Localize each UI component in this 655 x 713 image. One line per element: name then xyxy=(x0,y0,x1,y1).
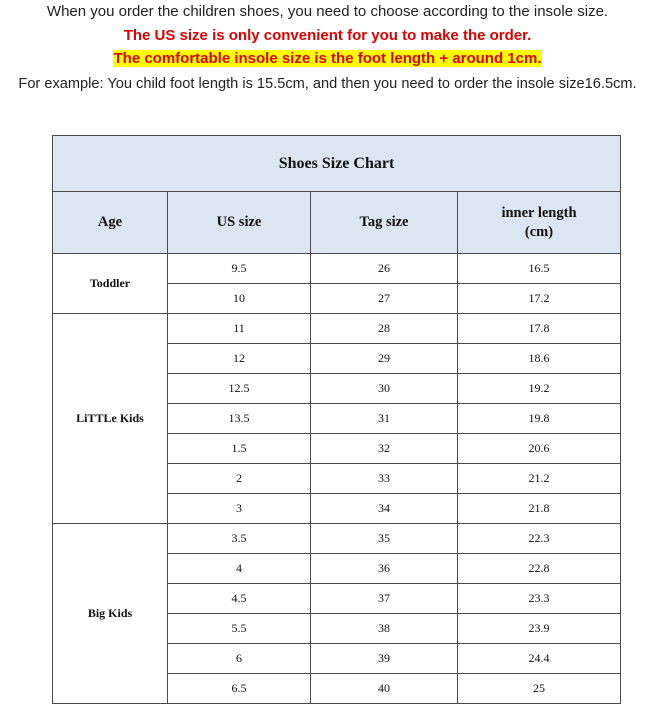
table-row xyxy=(53,524,621,554)
inner-length-cell: 17.8 xyxy=(458,314,621,344)
tag-size-cell: 34 xyxy=(311,494,458,524)
us-size-cell: 4 xyxy=(168,554,311,584)
age-group-cell: Big Kids xyxy=(53,524,168,704)
inner-length-cell: 24.4 xyxy=(458,644,621,674)
us-size-cell: 3 xyxy=(168,494,311,524)
header-age: Age xyxy=(53,192,168,254)
us-size-cell: 5.5 xyxy=(168,614,311,644)
inner-length-cell: 22.3 xyxy=(458,524,621,554)
us-size-cell: 12.5 xyxy=(168,374,311,404)
inner-length-cell: 21.8 xyxy=(458,494,621,524)
table-title: Shoes Size Chart xyxy=(53,136,621,192)
header-tag-size: Tag size xyxy=(311,192,458,254)
table-row xyxy=(53,314,621,344)
tag-size-cell: 39 xyxy=(311,644,458,674)
tag-size-cell: 31 xyxy=(311,404,458,434)
size-chart-table xyxy=(52,135,621,704)
tag-size-cell: 38 xyxy=(311,614,458,644)
table-row xyxy=(53,254,621,284)
tag-size-cell: 36 xyxy=(311,554,458,584)
tag-size-cell: 40 xyxy=(311,674,458,704)
inner-length-cell: 22.8 xyxy=(458,554,621,584)
header-row xyxy=(53,192,621,254)
us-size-cell: 10 xyxy=(168,284,311,314)
tag-size-cell: 29 xyxy=(311,344,458,374)
intro-line-4-example: For example: You child foot length is 15.5cm, and then you need to order the insole size16.5cm. xyxy=(18,76,637,92)
header-inner-length-line1: inner length xyxy=(501,204,577,221)
inner-length-cell: 23.3 xyxy=(458,584,621,614)
us-size-cell: 12 xyxy=(168,344,311,374)
intro-line-2-warning: The US size is only convenient for you to make the order. xyxy=(123,27,532,44)
us-size-cell: 2 xyxy=(168,464,311,494)
intro-line-1: When you order the children shoes, you need to choose according to the insole size. xyxy=(46,3,609,20)
inner-length-cell: 16.5 xyxy=(458,254,621,284)
us-size-cell: 6.5 xyxy=(168,674,311,704)
inner-length-cell: 20.6 xyxy=(458,434,621,464)
inner-length-cell: 17.2 xyxy=(458,284,621,314)
header-us-size: US size xyxy=(168,192,311,254)
tag-size-cell: 26 xyxy=(311,254,458,284)
us-size-cell: 1.5 xyxy=(168,434,311,464)
inner-length-cell: 21.2 xyxy=(458,464,621,494)
header-inner-length-line2: (cm) xyxy=(524,223,554,240)
age-group-cell: Toddler xyxy=(53,254,168,314)
tag-size-cell: 30 xyxy=(311,374,458,404)
inner-length-cell: 19.8 xyxy=(458,404,621,434)
intro-line-3-highlight: The comfortable insole size is the foot length + around 1cm. xyxy=(113,50,542,67)
us-size-cell: 9.5 xyxy=(168,254,311,284)
inner-length-cell: 25 xyxy=(458,674,621,704)
table-body xyxy=(53,254,621,704)
inner-length-cell: 19.2 xyxy=(458,374,621,404)
tag-size-cell: 35 xyxy=(311,524,458,554)
header-inner-length xyxy=(458,192,621,254)
tag-size-cell: 27 xyxy=(311,284,458,314)
tag-size-cell: 37 xyxy=(311,584,458,614)
tag-size-cell: 33 xyxy=(311,464,458,494)
intro-line-3 xyxy=(0,49,655,69)
age-group-cell: LiTTLe Kids xyxy=(53,314,168,524)
inner-length-cell: 18.6 xyxy=(458,344,621,374)
us-size-cell: 4.5 xyxy=(168,584,311,614)
tag-size-cell: 28 xyxy=(311,314,458,344)
us-size-cell: 13.5 xyxy=(168,404,311,434)
tag-size-cell: 32 xyxy=(311,434,458,464)
us-size-cell: 3.5 xyxy=(168,524,311,554)
inner-length-cell: 23.9 xyxy=(458,614,621,644)
us-size-cell: 11 xyxy=(168,314,311,344)
us-size-cell: 6 xyxy=(168,644,311,674)
